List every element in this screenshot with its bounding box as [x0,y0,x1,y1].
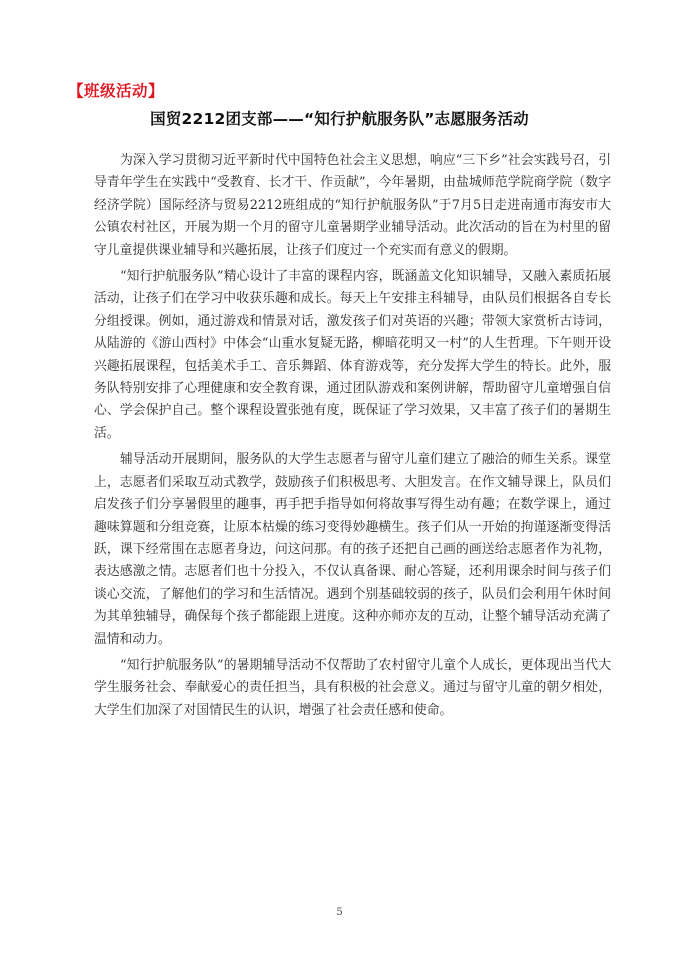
section-tag: 【班级活动】 [68,82,165,100]
document-title: 国贸2212团支部——“知行护航服务队”志愿服务活动 [150,110,529,128]
paragraph-curriculum: “知行护航服务队”精心设计了丰富的课程内容，既涵盖文化知识辅导，又融入素质拓展活动，让孩子们在学习中收获乐趣和成长。每天上午安排主科辅导，由队员们根据各自专长分组授课。例如，通过游戏和情景对话，激发孩子们对英语的兴趣；带领大家赏析古诗词，从陆游的《游山西村》中体会“山重水复疑无路，柳暗花明又一村”的人生哲理。下午则开设兴趣拓展课程，包括美术手工、音乐舞蹈、体育游戏等，充分发挥大学生的特长。此外，服务队特别安排了心理健康和安全教育课，通过团队游戏和案例讲解，帮助留守儿童增强自信心、学会保护自己。整个课程设置张弛有度，既保证了学习效果，又丰富了孩子们的暑期生活。 [94,269,611,441]
paragraph-activities: 辅导活动开展期间，服务队的大学生志愿者与留守儿童们建立了融洽的师生关系。课堂上，志愿者们采取互动式教学，鼓励孩子们积极思考、大胆发言。在作文辅导课上，队员们启发孩子们分享暑假里的趣事，再手把手指导如何将故事写得生动有趣；在数学课上，通过趣味算题和分组竞赛，让原本枯燥的练习变得妙趣横生。孩子们从一开始的拘谨逐渐变得活跃，课下经常围在志愿者身边，问这问那。有的孩子还把自己画的画送给志愿者作为礼物，表达感激之情。志愿者们也十分投入，不仅认真备课、耐心答疑，还利用课余时间与孩子们谈心交流，了解他们的学习和生活情况。遇到个别基础较弱的孩子，队员们会利用午休时间为其单独辅导，确保每个孩子都能跟上进度。这种亦师亦友的互动，让整个辅导活动充满了温情和动力。 [94,452,611,647]
article-body [94,150,611,726]
page-number: 5 [336,907,343,918]
paragraph-intro: 为深入学习贯彻习近平新时代中国特色社会主义思想，响应“三下乡”社会实践号召，引导青年学生在实践中“受教育、长才干、作贡献”，今年暑期，由盐城师范学院商学院（数字经济学院）国际经济与贸易2212班组成的“知行护航服务队”于7月5日走进南通市海安市大公镇农村社区，开展为期一个月的留守儿童暑期学业辅导活动。此次活动的旨在为村里的留守儿童提供课业辅导和兴趣拓展，让孩子们度过一个充实而有意义的假期。 [94,153,611,258]
paragraph-conclusion: “知行护航服务队”的暑期辅导活动不仅帮助了农村留守儿童个人成长，更体现出当代大学生服务社会、奉献爱心的责任担当，具有积极的社会意义。通过与留守儿童的朝夕相处，大学生们加深了对国情民生的认识，增强了社会责任感和使命。 [94,657,611,718]
